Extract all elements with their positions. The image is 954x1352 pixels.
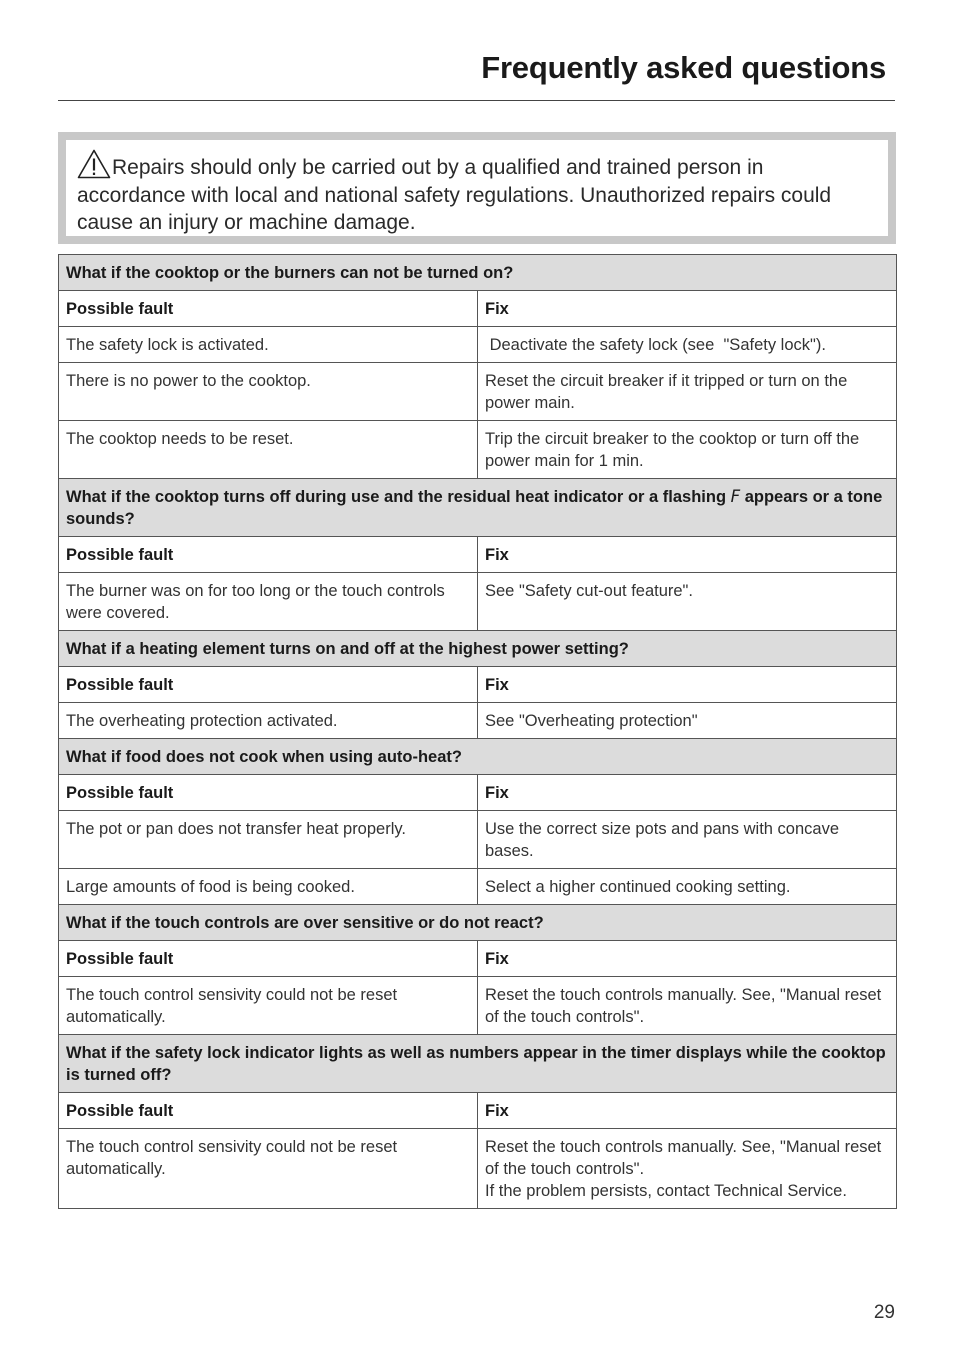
question-row	[59, 631, 897, 667]
fix-cell: Select a higher continued cooking setting.	[478, 869, 897, 905]
fault-column-header: Possible fault	[59, 1093, 478, 1129]
question-text: What if food does not cook when using auto-heat?	[59, 739, 897, 775]
warning-message: Repairs should only be carried out by a qualified and trained person in accordance with local and national safety regulations. Unauthorized repairs could cause an injury or machine damage.	[77, 156, 832, 234]
question-text: What if a heating element turns on and off at the highest power setting?	[59, 631, 897, 667]
fault-cell: The touch control sensivity could not be reset automatically.	[59, 977, 478, 1035]
question-row	[59, 479, 897, 537]
warning-text-area	[66, 140, 888, 236]
table-row	[59, 421, 897, 479]
fix-cell: Trip the circuit breaker to the cooktop or turn off the power main for 1 min.	[478, 421, 897, 479]
fix-cell: Use the correct size pots and pans with concave bases.	[478, 811, 897, 869]
fix-cell: See "Safety cut-out feature".	[478, 573, 897, 631]
fix-cell	[478, 1129, 897, 1209]
fault-column-header: Possible fault	[59, 537, 478, 573]
question-text: What if the touch controls are over sensitive or do not react?	[59, 905, 897, 941]
column-header-row	[59, 291, 897, 327]
fault-column-header: Possible fault	[59, 291, 478, 327]
fix-cell: See "Overheating protection"	[478, 703, 897, 739]
question-text: What if the cooktop or the burners can not be turned on?	[59, 255, 897, 291]
table-row	[59, 977, 897, 1035]
fix-column-header: Fix	[478, 667, 897, 703]
column-header-row	[59, 1093, 897, 1129]
table-row	[59, 703, 897, 739]
page-title: Frequently asked questions	[481, 50, 886, 85]
question-row	[59, 1035, 897, 1093]
warning-box	[58, 132, 896, 244]
fault-cell: There is no power to the cooktop.	[59, 363, 478, 421]
fault-cell: The pot or pan does not transfer heat properly.	[59, 811, 478, 869]
fix-column-header: Fix	[478, 291, 897, 327]
question-row	[59, 255, 897, 291]
fix-cell: Reset the circuit breaker if it tripped or turn on the power main.	[478, 363, 897, 421]
fault-cell: The touch control sensivity could not be reset automatically.	[59, 1129, 478, 1209]
fix-column-header: Fix	[478, 1093, 897, 1129]
fault-cell: Large amounts of food is being cooked.	[59, 869, 478, 905]
fix-column-header: Fix	[478, 941, 897, 977]
column-header-row	[59, 775, 897, 811]
column-header-row	[59, 667, 897, 703]
table-row	[59, 327, 897, 363]
fix-cell: Reset the touch controls manually. See, "Manual reset of the touch controls".	[478, 977, 897, 1035]
table-row	[59, 869, 897, 905]
column-header-row	[59, 537, 897, 573]
fault-column-header: Possible fault	[59, 775, 478, 811]
fault-cell: The overheating protection activated.	[59, 703, 478, 739]
table-row	[59, 573, 897, 631]
fault-cell: The safety lock is activated.	[59, 327, 478, 363]
fault-cell: The cooktop needs to be reset.	[59, 421, 478, 479]
question-text	[59, 479, 897, 537]
table-row	[59, 1129, 897, 1209]
fault-column-header: Possible fault	[59, 941, 478, 977]
fix-text: Reset the touch controls manually. See, "Manual reset of the touch controls".	[485, 1138, 882, 1178]
question-text-start: What if the cooktop turns off during use and the residual heat indicator or a flashing	[66, 488, 731, 506]
table-row	[59, 363, 897, 421]
fix-column-header: Fix	[478, 537, 897, 573]
table-row	[59, 811, 897, 869]
flashing-f-symbol: F	[730, 487, 741, 506]
fault-column-header: Possible fault	[59, 667, 478, 703]
warning-triangle-icon	[77, 149, 111, 179]
fix-column-header: Fix	[478, 775, 897, 811]
column-header-row	[59, 941, 897, 977]
title-divider	[58, 100, 895, 101]
fault-cell: The burner was on for too long or the touch controls were covered.	[59, 573, 478, 631]
question-row	[59, 739, 897, 775]
faq-table	[58, 254, 897, 1209]
question-text: What if the safety lock indicator lights as well as numbers appear in the timer displays while the cooktop is turned off?	[59, 1035, 897, 1093]
fix-text-extra: If the problem persists, contact Technical Service.	[485, 1182, 847, 1200]
question-text-end: appears or a tone sounds?	[66, 488, 887, 528]
fix-cell: Deactivate the safety lock (see "Safety lock").	[478, 327, 897, 363]
page-number: 29	[873, 1302, 895, 1323]
question-row	[59, 905, 897, 941]
